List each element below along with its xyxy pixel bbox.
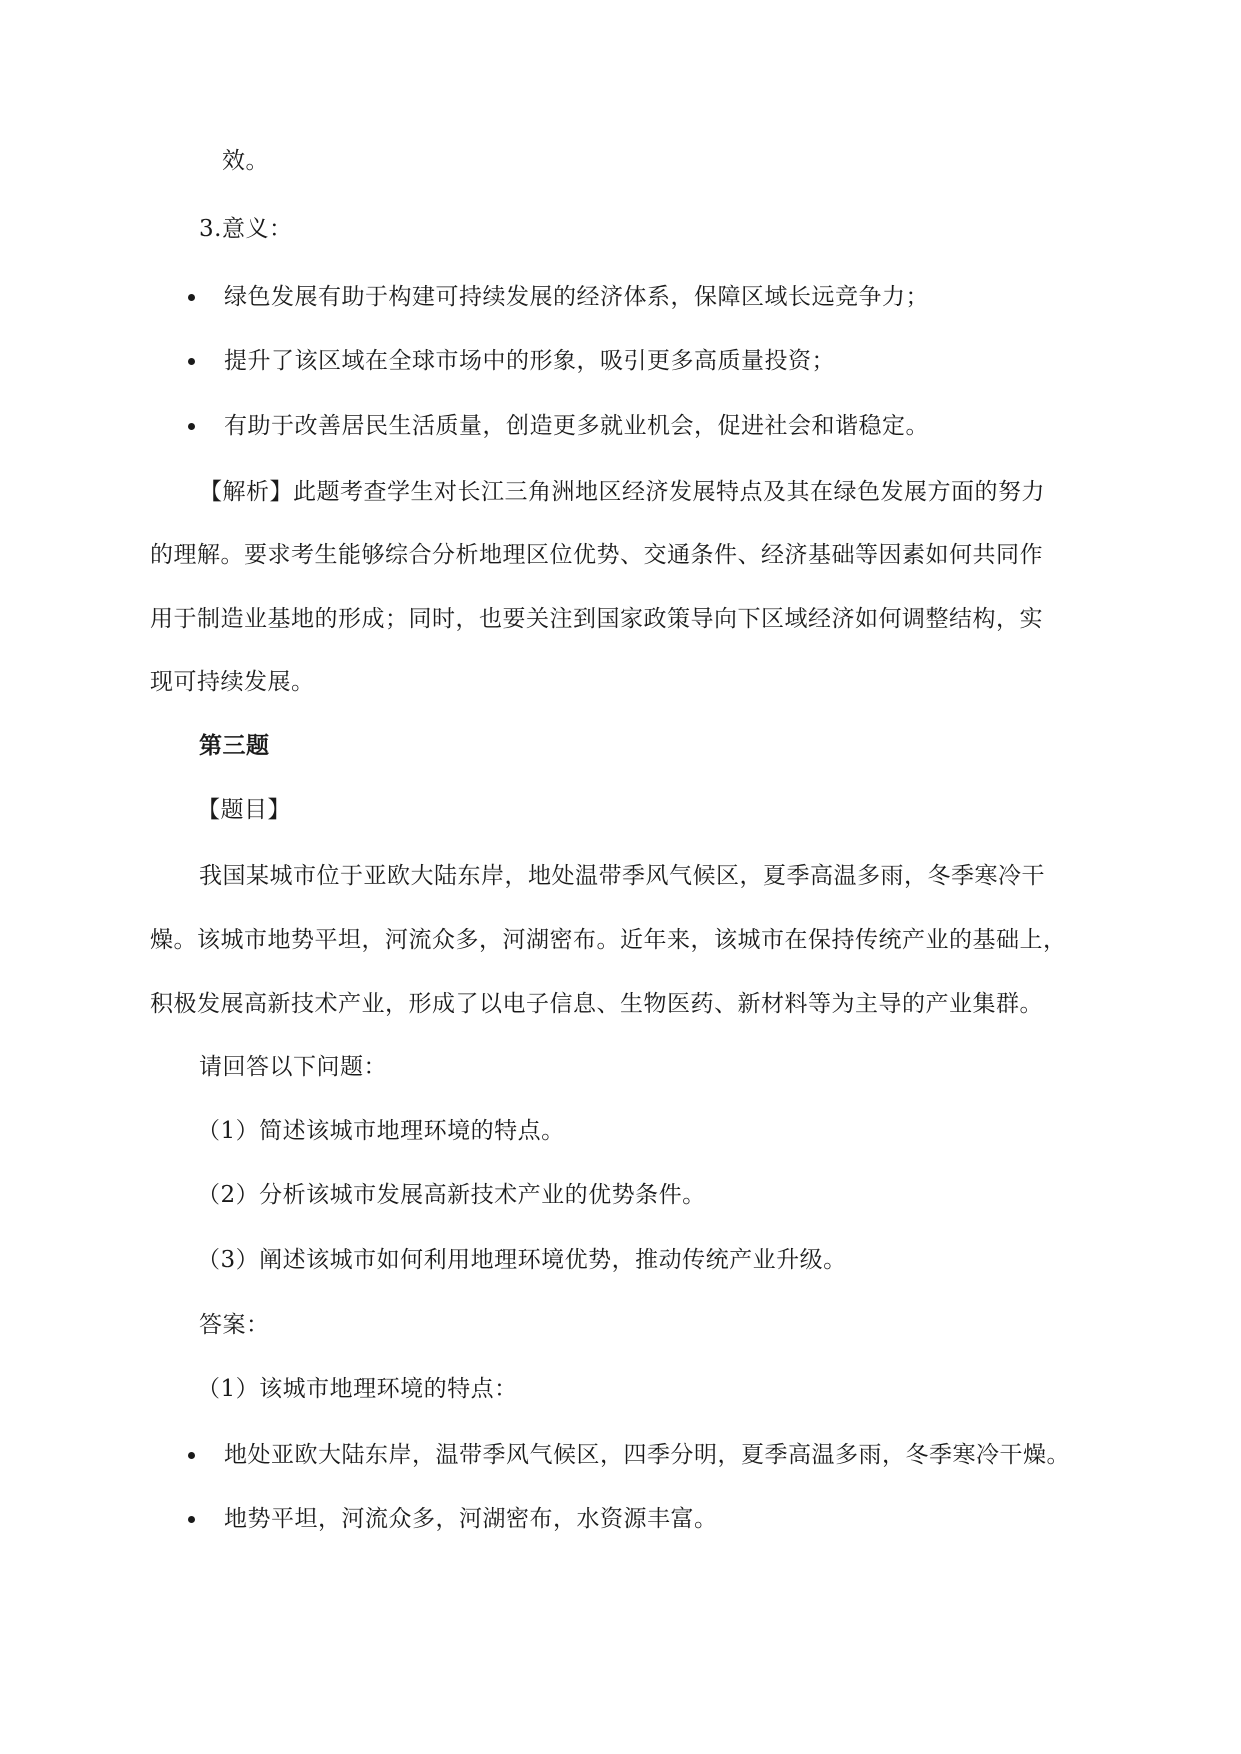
question-text-line: 燥。该城市地势平坦，河流众多，河湖密布。近年来，该城市在保持传统产业的基础上， <box>150 927 1067 953</box>
analysis-line: 现可持续发展。 <box>150 669 315 695</box>
analysis-line: 【解析】此题考查学生对长江三角洲地区经济发展特点及其在绿色发展方面的努力 <box>199 479 1045 505</box>
bullet-icon <box>188 423 195 430</box>
text-line: 效。 <box>222 148 269 174</box>
sub-question: （2）分析该城市发展高新技术产业的优势条件。 <box>197 1182 706 1208</box>
sub-question: （3）阐述该城市如何利用地理环境优势，推动传统产业升级。 <box>197 1247 847 1273</box>
section-label: 3.意义： <box>199 216 293 242</box>
list-item: 地势平坦，河流众多，河湖密布，水资源丰富。 <box>224 1506 718 1532</box>
bullet-icon <box>188 1452 195 1459</box>
bullet-icon <box>188 358 195 365</box>
sub-question: （1）简述该城市地理环境的特点。 <box>197 1118 565 1144</box>
question-text-line: 积极发展高新技术产业，形成了以电子信息、生物医药、新材料等为主导的产业集群。 <box>150 991 1043 1017</box>
list-item: 绿色发展有助于构建可持续发展的经济体系，保障区域长远竞争力； <box>224 284 929 310</box>
bullet-icon <box>188 1516 195 1523</box>
answer-label: 答案： <box>199 1312 270 1338</box>
prompt-line: 请回答以下问题： <box>199 1054 387 1080</box>
question-label: 【题目】 <box>197 797 291 823</box>
question-text-line: 我国某城市位于亚欧大陆东岸，地处温带季风气候区，夏季高温多雨，冬季寒冷干 <box>199 863 1045 889</box>
analysis-line: 的理解。要求考生能够综合分析地理区位优势、交通条件、经济基础等因素如何共同作 <box>150 542 1043 568</box>
answer-subheading: （1）该城市地理环境的特点： <box>197 1376 518 1402</box>
analysis-line: 用于制造业基地的形成；同时，也要关注到国家政策导向下区域经济如何调整结构，实 <box>150 606 1043 632</box>
list-item: 提升了该区域在全球市场中的形象，吸引更多高质量投资； <box>224 348 835 374</box>
list-item: 有助于改善居民生活质量，创造更多就业机会，促进社会和谐稳定。 <box>224 413 929 439</box>
question-heading: 第三题 <box>199 732 270 759</box>
list-item: 地处亚欧大陆东岸，温带季风气候区，四季分明，夏季高温多雨，冬季寒冷干燥。 <box>224 1442 1070 1468</box>
bullet-icon <box>188 294 195 301</box>
